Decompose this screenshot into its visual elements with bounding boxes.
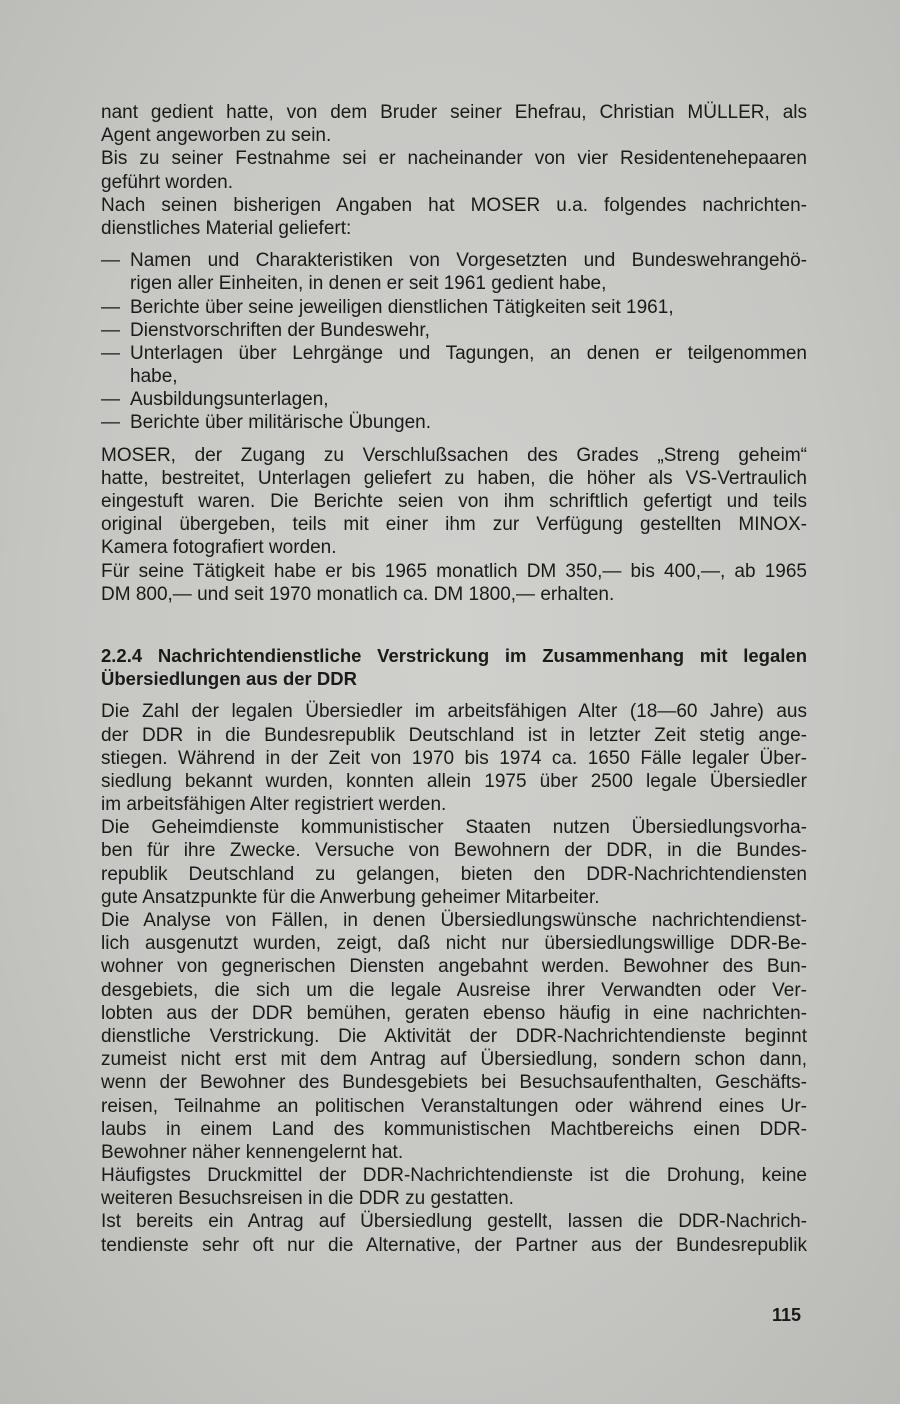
list-item — [101, 411, 807, 434]
text-line: lich ausgenutzt wurden, zeigt, daß nicht nur übersiedlungswillige DDR-Be- — [101, 933, 807, 955]
section-heading — [101, 644, 807, 690]
bullet-dash: — — [101, 319, 120, 341]
material-list — [101, 249, 807, 435]
list-item — [101, 388, 807, 411]
bullet-dash: — — [101, 412, 120, 434]
text-line: Unterlagen über Lehrgänge und Tagungen, an denen er teilgenommen — [130, 342, 807, 364]
text-line: Kamera fotografiert worden. — [101, 537, 337, 559]
text-line: der DDR in die Bundesrepublik Deutschland ist in letzter Zeit stetig ange- — [101, 724, 807, 746]
text-line: gute Ansatzpunkte für die Anwerbung geheimer Mitarbeiter. — [101, 886, 600, 908]
text-line: siedlung bekannt wurden, konnten allein 1975 über 2500 legale Übersiedler — [101, 770, 807, 792]
page-number: 115 — [772, 1305, 802, 1325]
text-line: MOSER, der Zugang zu Verschlußsachen des Grades „Streng geheim“ — [101, 444, 807, 466]
text-line: Namen und Charakteristiken von Vorgesetzten und Bundeswehrangehö- — [130, 250, 807, 272]
page-content — [101, 101, 807, 1257]
text-line: wenn der Bewohner des Bundesgebiets bei Besuchsaufenthalten, Geschäfts- — [101, 1072, 807, 1094]
intro-paragraph — [101, 101, 807, 240]
heading-line: 2.2.4 Nachrichtendienstliche Verstrickung im Zusammenhang mit legalen — [101, 644, 807, 666]
text-line: Die Geheimdienste kommunistischer Staaten nutzen Übersiedlungsvorha- — [101, 817, 807, 839]
text-line: Agent angeworben zu sein. — [101, 125, 332, 147]
text-line: Bewohner näher kennengelernt hat. — [101, 1141, 404, 1163]
text-line: habe, — [130, 366, 178, 388]
bullet-dash: — — [101, 342, 120, 364]
text-line: Für seine Tätigkeit habe er bis 1965 monatlich DM 350,— bis 400,—, ab 1965 — [101, 560, 807, 582]
list-item — [101, 249, 807, 295]
text-line: stiegen. Während in der Zeit von 1970 bis 1974 ca. 1650 Fälle legaler Über- — [101, 747, 807, 769]
bullet-dash: — — [101, 250, 120, 272]
text-line: ben für ihre Zwecke. Versuche von Bewohnern der DDR, in die Bundes- — [101, 840, 807, 862]
text-line: desgebiets, die sich um die legale Ausreise ihrer Verwandten oder Ver- — [101, 979, 807, 1001]
text-line: nant gedient hatte, von dem Bruder seiner Ehefrau, Christian MÜLLER, als — [101, 102, 807, 123]
text-line: wohner von gegnerischen Diensten angebahnt werden. Bewohner des Bun- — [101, 956, 807, 978]
bullet-dash: — — [101, 296, 120, 318]
text-line: dienstliche Verstrickung. Die Aktivität der DDR-Nachrichtendienste beginnt — [101, 1025, 807, 1047]
text-line: Bis zu seiner Festnahme sei er nacheinander von vier Residentenehepaaren — [101, 148, 807, 170]
bullet-dash: — — [101, 389, 120, 411]
text-line: geführt worden. — [101, 171, 234, 193]
text-line: Ist bereits ein Antrag auf Übersiedlung gestellt, lassen die DDR-Nachrich- — [101, 1211, 807, 1233]
text-line: Die Zahl der legalen Übersiedler im arbeitsfähigen Alter (18—60 Jahre) aus — [101, 701, 807, 723]
text-line: weiteren Besuchsreisen in die DDR zu gestatten. — [101, 1188, 514, 1210]
text-line: rigen aller Einheiten, in denen er seit 1961 gedient habe, — [130, 273, 607, 295]
text-line: Nach seinen bisherigen Angaben hat MOSER u.a. folgendes nachrichten- — [101, 194, 807, 216]
text-line: reisen, Teilnahme an politischen Veranstaltungen oder während eines Ur- — [101, 1095, 807, 1117]
moser-paragraph — [101, 444, 807, 606]
text-line: eingestuft waren. Die Berichte seien von ihm schriftlich gefertigt und teils — [101, 491, 807, 512]
list-item — [101, 342, 807, 388]
text-line: hatte, bestreitet, Unterlagen geliefert zu haben, die höher als VS-Vertraulich — [101, 467, 807, 489]
text-line: republik Deutschland zu gelangen, bieten den DDR-Nachrichtendiensten — [101, 863, 807, 885]
text-line: original übergeben, teils mit einer ihm zur Verfügung gestellten MINOX- — [101, 514, 807, 536]
text-line: dienstliches Material geliefert: — [101, 217, 352, 239]
text-line: Berichte über militärische Übungen. — [130, 412, 431, 434]
text-line: Die Analyse von Fällen, in denen Übersiedlungswünsche nachrichtendienst- — [101, 910, 807, 931]
text-line: lobten aus der DDR bemühen, geraten ebenso häufig in eine nachrichten- — [101, 1002, 807, 1024]
list-item — [101, 319, 807, 342]
text-line: im arbeitsfähigen Alter registriert werden. — [101, 794, 447, 816]
text-line: laubs in einem Land des kommunistischen Machtbereichs einen DDR- — [101, 1118, 807, 1140]
text-line: Berichte über seine jeweiligen dienstlichen Tätigkeiten seit 1961, — [130, 296, 674, 318]
heading-line: Übersiedlungen aus der DDR — [101, 668, 357, 690]
list-item — [101, 296, 807, 319]
text-line: tendienste sehr oft nur die Alternative, der Partner aus der Bundesrepublik — [101, 1234, 807, 1256]
text-line: Dienstvorschriften der Bundeswehr, — [130, 319, 430, 341]
text-line: zumeist nicht erst mit dem Antrag auf Übersiedlung, sondern schon dann, — [101, 1049, 807, 1071]
section-body — [101, 700, 807, 1257]
text-line: Ausbildungsunterlagen, — [130, 389, 329, 411]
text-line: DM 800,— und seit 1970 monatlich ca. DM 1800,— erhalten. — [101, 583, 615, 605]
text-line: Häufigstes Druckmittel der DDR-Nachrichtendienste ist die Drohung, keine — [101, 1165, 807, 1187]
